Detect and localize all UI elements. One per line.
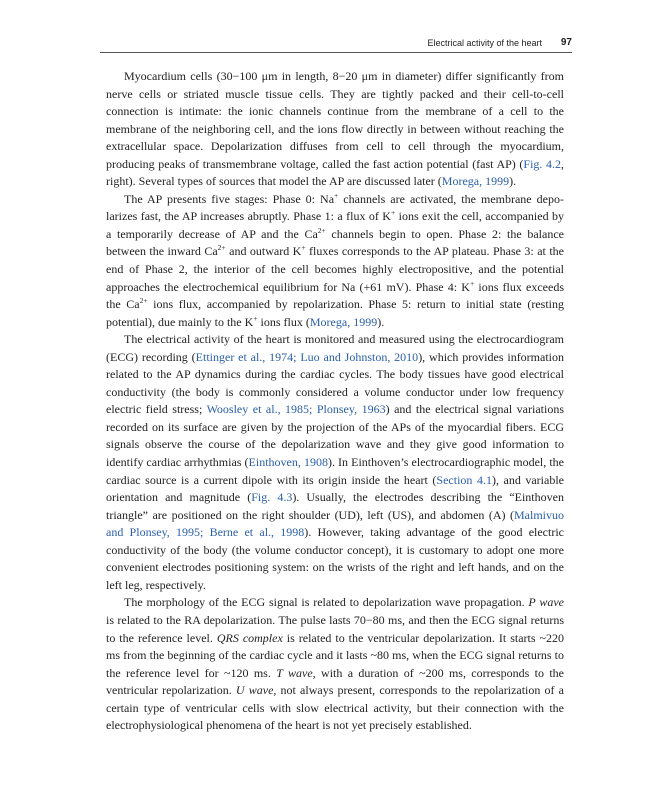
citation-link[interactable]: Ettinger et al., 1974; Luo and Johnston, 2010 (195, 349, 419, 364)
paragraph-ecg-morphology (106, 594, 564, 734)
page-number: 97 (560, 37, 572, 48)
citation-link[interactable]: Malmivuo and Plonsey, 1995; Berne et al., 1998 (106, 507, 564, 540)
text: ). In Einthoven’s electrocardiographic model, the cardiac source is a current dipole with its origin inside the heart ( (106, 455, 564, 487)
superscript: + (253, 313, 258, 323)
text: ions flux ( (257, 314, 310, 329)
text: is related to the RA depolarization. The pulse lasts 70−80 ms, and then the ECG signal returns to the reference level. (106, 612, 564, 645)
text: ions flux exceeds the Ca (106, 279, 565, 312)
superscript: 2+ (139, 296, 148, 306)
text: Myocardium cells (30−100 μm in length, 8−20 μm in diameter) differ significantly from nerve cells or striated muscle tissue cells. They are tightly packed and their cell-to-cell connection is intimate: the ionic channels continue from the membrane of a cell to the membrane of the neighboring cell, and the ions flow directly in between without reaching the extracellular space. Depolarization diffuses from cell to cell through the myocardium, producing peaks of transmembrane voltage, called the fast action potential (fast AP) ( (106, 69, 564, 171)
text: ) and the electrical signal variations recorded on its surface are given by the projection of the APs of the myocardial fibers. ECG signals observe the course of the depolarization wave and they give good information to identify cardiac arrhythmias ( (106, 402, 565, 470)
citation-link[interactable]: Morega, 1999 (309, 314, 378, 329)
term-t-wave: T wave, (276, 665, 316, 680)
text: not always present, corresponds to the repolarization of a certain type of ventricular cells with slow electrical activity, but their connection with the electrophysiological phenomena of the heart is not yet precisely established. (106, 683, 565, 733)
text: ). (377, 314, 385, 329)
text: The AP presents five stages: Phase 0: Na (124, 191, 335, 206)
text: ), which provides information related to the AP dynamics during the cardiac cycles. The body tissues have good electrical conductivity (the body is commonly considered a volume conductor under low frequency electric field stress; (106, 349, 565, 417)
section-link[interactable]: Section 4.1 (436, 472, 492, 487)
figure-link[interactable]: Fig. 4.2 (523, 156, 561, 171)
term-u-wave: U wave, (235, 683, 277, 698)
text: is related to the ventricular depolarization. It starts ~220 ms from the beginning of the cardiac cycle and it lasts ~80 ms, when the ECG signal returns to the reference level for ~120 ms. (106, 630, 564, 680)
text: channels begin to open. Phase 2: the balance between the inward Ca (106, 226, 564, 259)
term-p-wave: P wave (528, 595, 564, 610)
text: fluxes corresponds to the AP plateau. Phase 3: at the end of Phase 2, the interior of the cell becomes highly electropositive, and the potential approaches the electrochemical equilibrium for Na (+61 mV). Phase 4: K (106, 244, 564, 294)
text: ions flux, accompanied by repolarization. Phase 5: return to initial state (resting potential), due mainly to the K (106, 297, 564, 329)
text: with a duration of ~200 ms, corresponds to the ventricular repolarization. (106, 665, 564, 698)
text: ). However, taking advantage of the good electric conductivity of the body (the volume conductor concept), it is customary to adopt one more convenient electrodes positioning system: on the wrists of the right and left hands, and on the left leg, respectively. (106, 525, 564, 592)
paragraph-myocardium (106, 68, 564, 191)
text: ), and variable orientation and magnitude ( (106, 472, 565, 505)
paragraph-ap-phases (106, 191, 564, 331)
superscript: 2+ (317, 225, 326, 235)
text: , right). Several types of sources that model the AP are discussed later ( (106, 156, 564, 189)
text: ). (509, 174, 517, 189)
superscript: + (469, 278, 475, 288)
figure-link[interactable]: Fig. 4.3 (251, 490, 293, 505)
page-body (106, 68, 564, 735)
running-title: Electrical activity of the heart (427, 38, 542, 48)
paragraph-ecg (106, 331, 564, 594)
text: ions exit the cell, accompanied by a temporarily decrease of AP and the Ca (106, 209, 564, 241)
text: ). Usually, the electrodes describing the “Einthoven triangle” are positioned on the right shoulder (UD), left (US), and abdomen (A) ( (106, 490, 564, 522)
citation-link[interactable]: Morega, 1999 (441, 174, 510, 189)
superscript: + (301, 243, 306, 253)
text: channels are activated, the membrane depolarizes fast, the AP increases abruptly. Phase 1: a flux of K (106, 191, 564, 224)
running-header (100, 36, 572, 53)
superscript: 2+ (217, 243, 226, 253)
term-qrs-complex: QRS complex (216, 630, 283, 645)
text: and outward K (225, 244, 302, 259)
citation-link[interactable]: Woosley et al., 1985; Plonsey, 1963 (206, 402, 386, 417)
text: The electrical activity of the heart is monitored and measured using the electrocardiogram (ECG) recording ( (106, 332, 564, 364)
citation-link[interactable]: Einthoven, 1908 (248, 455, 328, 470)
superscript: + (334, 190, 339, 200)
superscript: + (390, 208, 396, 218)
text: The morphology of the ECG signal is related to depolarization wave propagation. (124, 595, 529, 610)
